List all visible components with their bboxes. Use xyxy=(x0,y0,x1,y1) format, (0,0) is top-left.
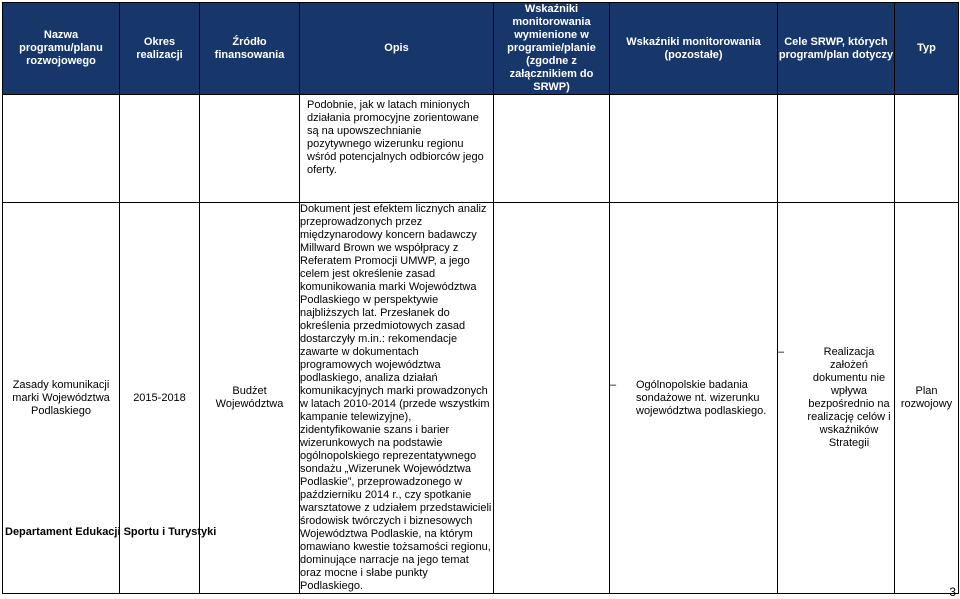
header-other-indicators: Wskaźniki monitorowania (pozostałe) xyxy=(610,3,778,95)
cell-program-name: Zasady komunikacji marki Województwa Podlaskiego xyxy=(3,203,120,594)
cell-description: Dokument jest efektem licznych analiz przeprowadzonych przez międzynarodowy koncern badawczy Millward Brown we współpracy z Referatem Promocji UMWP, a jego celem jest określenie zasad komunikowania marki Województwa Podlaskiego w perspektywie najbliższych lat. Przesłanek do określenia przedmiotowych zasad dostarczyły m.in.: rekomendacje zawarte w dokumentach programowych województwa podlaskiego, analiza działań komunikacyjnych marki prowadzonych w latach 2010-2014 (przede wszystkim kampanie telewizyjne), zidentyfikowanie szans i barier wizerunkowych na podstawie ogólnopolskiego reprezentatywnego sondażu „Wizerunek Województwa Podlaskie”, przeprowadzonego w październiku 2014 r., czy spotkanie warsztatowe z udziałem przedstawicieli środowisk twórczych i biznesowych Województwa Podlaskie, na którym omawiano kwestie tożsamości regionu, dominujące narracje na jego temat oraz mocne i słabe punkty Podlaskiego. xyxy=(300,203,494,594)
cell-empty xyxy=(120,95,200,203)
cell-description: Podobnie, jak w latach minionych działania promocyjne zorientowane są na upowszechnianie pozytywnego wizerunku regionu wśród potencjalnych odbiorców jego oferty. xyxy=(300,95,494,203)
header-row xyxy=(3,3,959,95)
cell-period: 2015-2018 xyxy=(120,203,200,594)
cell-other-indicators xyxy=(610,203,778,594)
header-srwp-indicators: Wskaźniki monitorowania wymienione w programie/planie (zgodne z załącznikiem do SRWP) xyxy=(494,3,610,95)
header-type: Typ xyxy=(895,3,959,95)
department-label: Departament Edukacji Sportu i Turystyki xyxy=(5,526,217,538)
header-program-name: Nazwa programu/planu rozwojowego xyxy=(3,3,120,95)
header-funding-source: Źródło finansowania xyxy=(200,3,300,95)
cell-empty xyxy=(200,95,300,203)
cell-srwp-goals xyxy=(778,203,895,594)
cell-empty xyxy=(778,95,895,203)
programs-table xyxy=(2,2,959,594)
page-number: 3 xyxy=(949,585,956,599)
header-srwp-goals: Cele SRWP, których program/plan dotyczy xyxy=(778,3,895,95)
list-dash: – xyxy=(778,346,785,358)
cell-empty xyxy=(610,95,778,203)
cell-empty xyxy=(494,95,610,203)
cell-empty xyxy=(895,95,959,203)
cell-funding-source: Budżet Województwa xyxy=(200,203,300,594)
goals-text: Realizacja założeń dokumentu nie wpływa bezpośrednio na realizację celów i wskaźników Strategii xyxy=(807,346,891,449)
header-description: Opis xyxy=(300,3,494,95)
table-row xyxy=(3,95,959,203)
header-period: Okres realizacji xyxy=(120,3,200,95)
cell-srwp-indicators xyxy=(494,203,610,594)
cell-empty xyxy=(3,95,120,203)
list-dash: – xyxy=(610,378,617,391)
indicator-text: Ogólnopolskie badania sondażowe nt. wizerunku województwa podlaskiego. xyxy=(636,378,767,417)
cell-type: Plan rozwojowy xyxy=(895,203,959,594)
